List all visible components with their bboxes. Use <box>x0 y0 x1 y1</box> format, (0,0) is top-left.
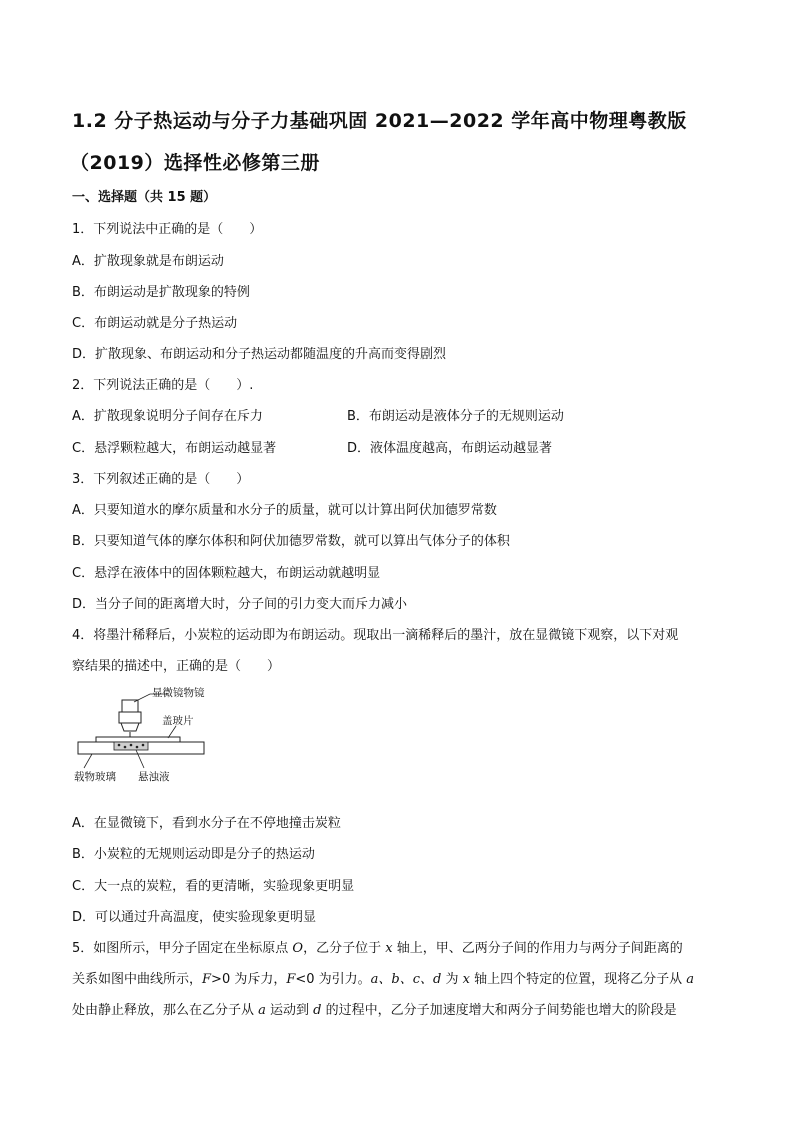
q5-symbol: a <box>258 1003 266 1018</box>
question-5-line-3 <box>72 999 677 1018</box>
question-2-option-c: C．悬浮颗粒越大，布朗运动越显著 <box>72 441 277 456</box>
question-5-line-2 <box>72 968 694 987</box>
cover-slip <box>96 737 180 742</box>
question-4-option-b: B．小炭粒的无规则运动即是分子的热运动 <box>72 847 315 862</box>
q5-text: >0 为斥力， <box>211 972 287 987</box>
label-objective: 显微镜物镜 <box>152 687 205 699</box>
document-title-line-2: （2019）选择性必修第三册 <box>70 152 320 174</box>
question-4-option-c: C．大一点的炭粒，看的更清晰，实验现象更明显 <box>72 879 355 894</box>
q5-text: <0 为引力。 <box>295 972 371 987</box>
question-4-stem-line-2: 察结果的描述中，正确的是（ ） <box>72 659 281 674</box>
question-1-option-a: A．扩散现象就是布朗运动 <box>72 254 224 269</box>
question-3-option-b: B．只要知道气体的摩尔体积和阿伏加德罗常数，就可以算出气体分子的体积 <box>72 534 510 549</box>
question-2-option-a: A．扩散现象说明分子间存在斥力 <box>72 409 263 424</box>
q5-symbol: d <box>313 1003 322 1018</box>
q5-symbol: O <box>292 941 304 956</box>
question-2-stem: 2．下列说法正确的是（ ）. <box>72 378 254 393</box>
question-3-option-c: C．悬浮在液体中的固体颗粒越大，布朗运动就越明显 <box>72 566 381 581</box>
question-4-option-a: A．在显微镜下，看到水分子在不停地撞击炭粒 <box>72 816 341 831</box>
question-2-option-b: B．布朗运动是液体分子的无规则运动 <box>347 409 564 424</box>
label-glass-slide: 载物玻璃 <box>74 771 116 783</box>
q5-symbol: a <box>686 972 694 987</box>
label-cover-slip: 盖玻片 <box>162 715 194 727</box>
q5-text: 处由静止释放，那么在乙分子从 <box>72 1003 259 1018</box>
q5-text: 关系如图中曲线所示， <box>72 972 203 987</box>
question-4-option-d: D．可以通过升高温度，使实验现象更明显 <box>72 910 317 925</box>
question-1-option-c: C．布朗运动就是分子热运动 <box>72 316 238 331</box>
q5-symbol: x <box>385 941 393 956</box>
q5-text: 为 <box>441 972 463 987</box>
q5-text: ，乙分子位于 <box>303 941 386 956</box>
question-5-line-1 <box>72 937 683 956</box>
question-1-option-d: D．扩散现象、布朗运动和分子热运动都随温度的升高而变得剧烈 <box>72 347 447 362</box>
q5-text: 运动到 <box>265 1003 314 1018</box>
question-1-option-b: B．布朗运动是扩散现象的特例 <box>72 285 250 300</box>
label-suspension: 悬浊液 <box>138 771 170 783</box>
q5-text: 5．如图所示，甲分子固定在坐标原点 <box>72 941 293 956</box>
q5-text: 轴上四个特定的位置，现将乙分子从 <box>469 972 687 987</box>
q5-text: 轴上，甲、乙两分子间的作用力与两分子间距离的 <box>392 941 683 956</box>
question-2-option-d: D．液体温度越高，布朗运动越显著 <box>347 441 553 456</box>
microscope-figure <box>72 684 232 796</box>
q5-symbol: F <box>202 972 212 987</box>
q5-symbol: a、b、c、d <box>370 972 442 987</box>
question-3-stem: 3．下列叙述正确的是（ ） <box>72 472 250 487</box>
q5-text: 的过程中，乙分子加速度增大和两分子间势能也增大的阶段是 <box>321 1003 677 1018</box>
question-4-stem-line-1: 4．将墨汁稀释后，小炭粒的运动即为布朗运动。现取出一滴稀释后的墨汁，放在显微镜下观察，以下对观 <box>72 628 679 643</box>
microscope-objective-icon <box>119 700 141 737</box>
q5-symbol: F <box>286 972 296 987</box>
document-title-line-1: 1.2 分子热运动与分子力基础巩固 2021—2022 学年高中物理粤教版 <box>72 110 687 132</box>
q5-symbol: x <box>462 972 470 987</box>
question-3-option-a: A．只要知道水的摩尔质量和水分子的质量，就可以计算出阿伏加德罗常数 <box>72 503 497 518</box>
section-heading: 一、选择题（共 15 题） <box>72 190 217 205</box>
question-3-option-d: D．当分子间的距离增大时，分子间的引力变大而斥力减小 <box>72 597 408 612</box>
question-1-stem: 1．下列说法中正确的是（ ） <box>72 222 263 237</box>
